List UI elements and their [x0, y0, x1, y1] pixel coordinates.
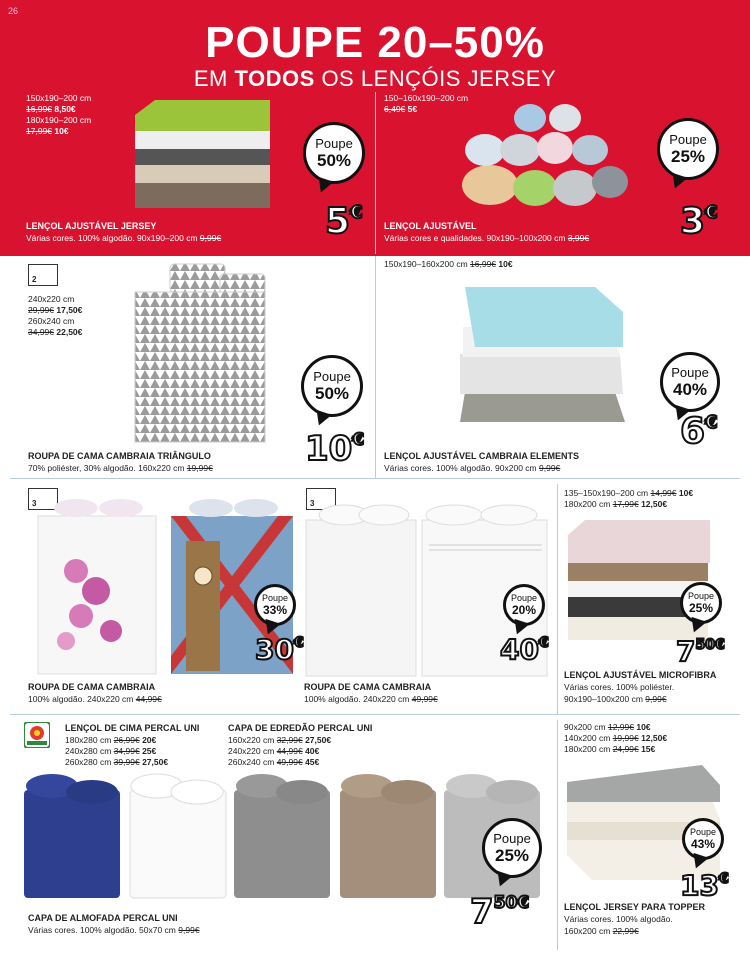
- topper-desc1: Várias cores. 100% algodão.: [564, 914, 673, 924]
- microfibra-price: $7^{50€}$: [676, 635, 725, 668]
- triangulo-name: ROUPA DE CAMA CAMBRAIA TRIÂNGULO: [28, 451, 211, 461]
- topper-price: 13€: [680, 869, 729, 902]
- topper-price-list: 90x200 cm 12,99€ 10€ 140x200 cm 19,99€ 12,50€ 180x200 cm 24,99€ 15€: [564, 722, 668, 754]
- elements-desc: Várias cores. 100% algodão. 90x200 cm 9,99€: [384, 463, 561, 473]
- percal-lencol-title: LENÇOL DE CIMA PERCAL UNI: [65, 723, 200, 733]
- ajustavel-price: 3€: [680, 201, 718, 242]
- page-number: 26: [8, 6, 19, 16]
- percal-name: CAPA DE ALMOFADA PERCAL UNI: [28, 913, 178, 923]
- triangulo-bedding-image: [130, 262, 270, 444]
- percal-capa-title: CAPA DE EDREDÃO PERCAL UNI: [228, 723, 373, 733]
- elements-name: LENÇOL AJUSTÁVEL CAMBRAIA ELEMENTS: [384, 451, 580, 461]
- row2-divider: [375, 256, 376, 478]
- percal-discount-bubble: Poupe 25%: [482, 818, 542, 878]
- percal-desc: Várias cores. 100% algodão. 50x70 cm 9,99€: [28, 925, 200, 935]
- triangulo-discount-bubble: Poupe 50%: [301, 355, 363, 417]
- jersey-name: LENÇOL AJUSTÁVEL JERSEY: [26, 221, 157, 231]
- microfibra-desc1: Várias cores. 100% poliéster.: [564, 682, 675, 692]
- rolled-sheets-image: [450, 100, 630, 215]
- triangulo-price: 10€: [305, 429, 365, 469]
- cambraia2-discount-bubble: Poupe 20%: [503, 584, 545, 626]
- microfibra-desc2: 90x190–100x200 cm 9,99€: [564, 694, 667, 704]
- header-divider: [375, 92, 376, 254]
- headline: POUPE 20–50%: [205, 18, 545, 67]
- percal-price: $7^{50€}$: [470, 892, 530, 932]
- row3-divider: [557, 484, 558, 714]
- cambraia1-name: ROUPA DE CAMA CAMBRAIA: [28, 682, 156, 692]
- portugal-product-logo: [24, 722, 50, 748]
- percal-bedding-colors-image: [22, 770, 542, 900]
- ajustavel-name: LENÇOL AJUSTÁVEL: [384, 221, 477, 231]
- cambraia1-desc: 100% algodão. 240x220 cm 44,99€: [28, 694, 162, 704]
- microfibra-discount-bubble: Poupe 25%: [680, 582, 722, 624]
- topper-desc2: 160x200 cm 22,99€: [564, 926, 639, 936]
- percal-capa-price-list: 160x220 cm 32,99€ 27,50€ 240x220 cm 44,99€ 40€ 260x240 cm 49,99€ 45€: [228, 735, 332, 767]
- triangulo-pack-badge: 2: [28, 264, 58, 286]
- elements-price: 6€: [680, 411, 718, 452]
- triangulo-desc: 70% poliéster, 30% algodão. 160x220 cm 19,99€: [28, 463, 213, 473]
- row4-divider: [557, 720, 558, 950]
- cambraia1-pack-badge: 3: [28, 488, 58, 510]
- ajustavel-desc: Várias cores e qualidades. 90x190–100x200 cm 3,99€: [384, 233, 590, 243]
- elements-discount-bubble: Poupe 40%: [660, 352, 720, 412]
- microfibra-name: LENÇOL AJUSTÁVEL MICROFIBRA: [564, 670, 717, 680]
- jersey-price-list: 150x190–200 cm 16,99€ 8,50€ 180x190–200 cm 17,99€ 10€: [26, 93, 92, 136]
- ajustavel-discount-bubble: Poupe 25%: [657, 118, 719, 180]
- cambraia2-pack-badge: 3: [306, 488, 336, 510]
- cambraia1-price: 30€: [255, 633, 304, 666]
- row2-bottom-divider: [10, 478, 740, 479]
- jersey-desc: Várias cores. 100% algodão. 90x190–200 cm 9,99€: [26, 233, 222, 243]
- jersey-sheets-image: [130, 95, 275, 215]
- jersey-price: 5€: [325, 201, 363, 242]
- topper-name: LENÇOL JERSEY PARA TOPPER: [564, 902, 706, 912]
- jersey-discount-bubble: Poupe 50%: [303, 122, 365, 184]
- microfibra-price-list: 135–150x190–200 cm 14,99€ 10€ 180x200 cm 17,99€ 12,50€: [564, 488, 694, 509]
- cambraia2-price: 40€: [500, 633, 549, 666]
- cambraia2-desc: 100% algodão. 240x220 cm 49,99€: [304, 694, 438, 704]
- ajustavel-price-list: 150–160x190–200 cm 6,49€ 5€: [384, 93, 469, 114]
- cambraia2-name: ROUPA DE CAMA CAMBRAIA: [304, 682, 432, 692]
- percal-lencol-price-list: 180x280 cm 26,99€ 20€ 240x280 cm 34,99€ 25€ 260x280 cm 39,99€ 27,50€: [65, 735, 169, 767]
- subheadline: EM TODOS OS LENÇÓIS JERSEY: [193, 66, 557, 91]
- triangulo-price-list: 240x220 cm 29,99€ 17,50€ 260x240 cm 34,99€ 22,50€: [28, 294, 83, 337]
- elements-sheets-image: [455, 282, 630, 432]
- cambraia1-discount-bubble: Poupe 33%: [254, 584, 296, 626]
- header-banner: [0, 0, 750, 256]
- topper-discount-bubble: Poupe 43%: [682, 818, 724, 860]
- elements-price-list: 150x190–160x200 cm 16,99€ 10€: [384, 259, 513, 269]
- row3-bottom-divider: [10, 714, 740, 715]
